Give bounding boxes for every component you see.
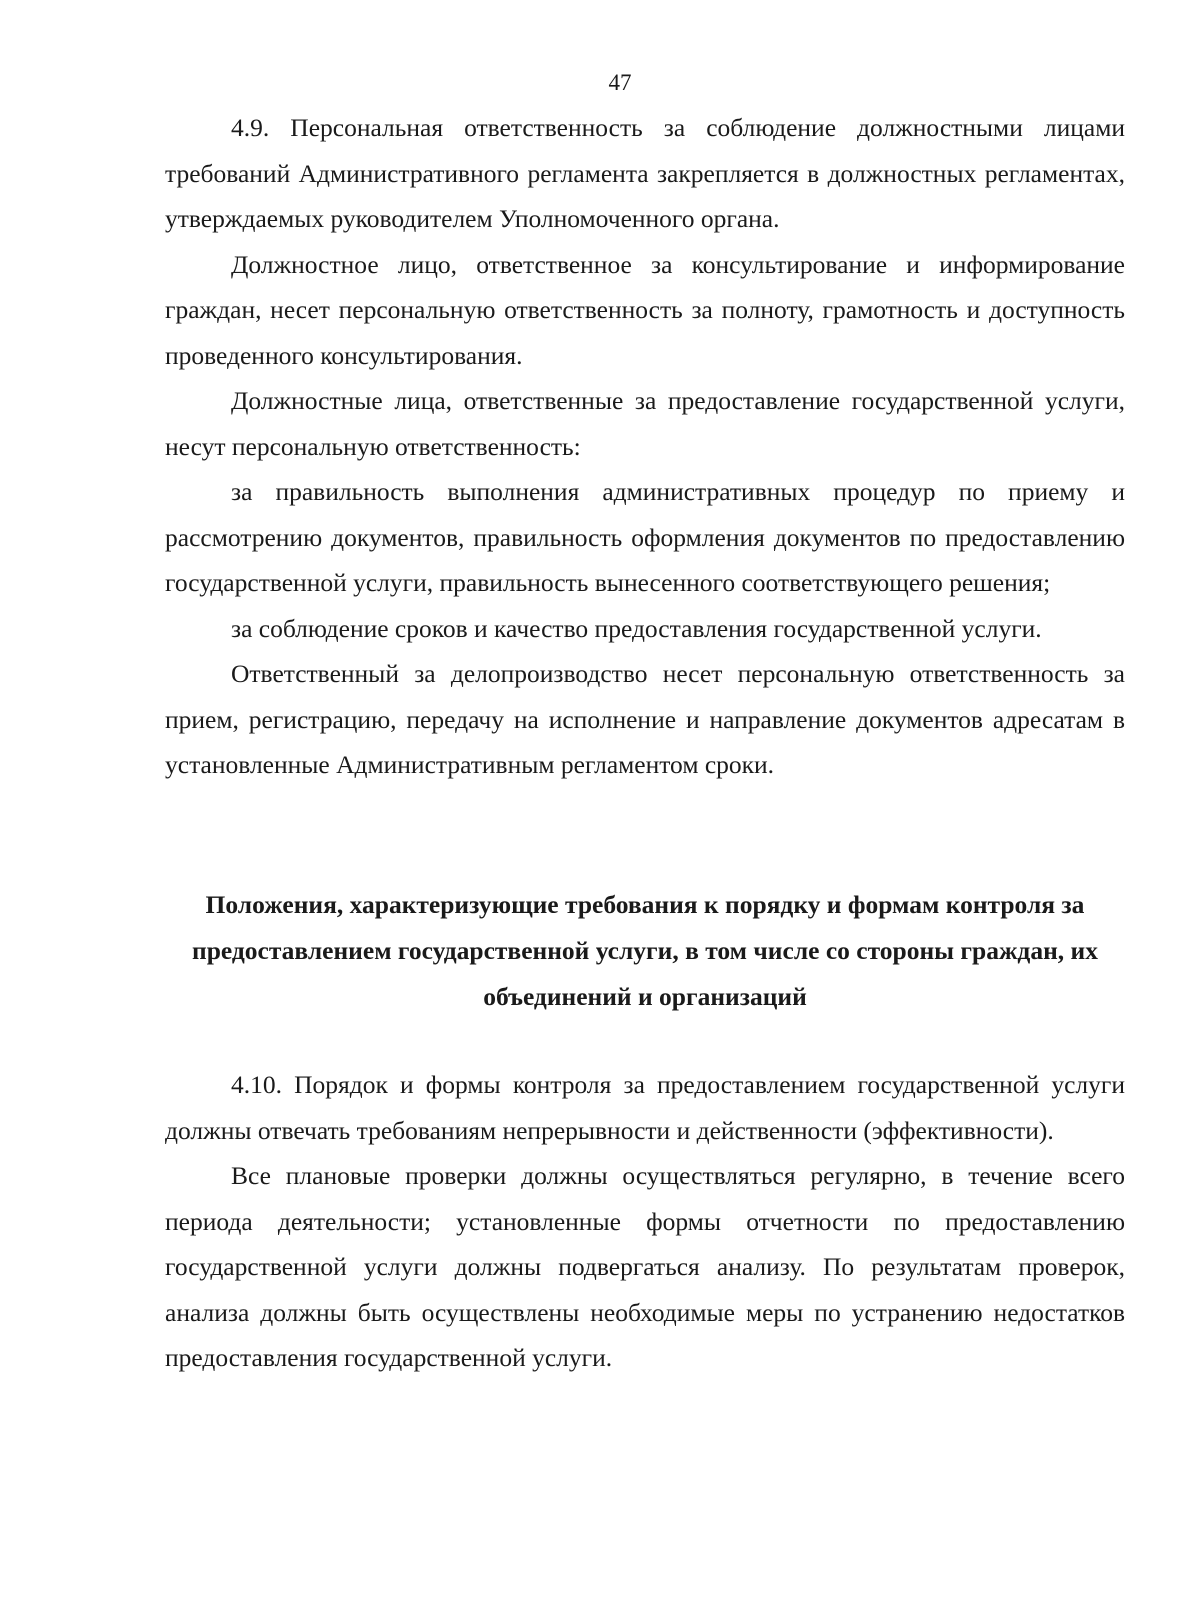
paragraph: Должностные лица, ответственные за предоставление государственной услуги, несут персональную ответственность: [165, 386, 1125, 461]
paragraph: за соблюдение сроков и качество предоставления государственной услуги. [231, 613, 1042, 643]
body-text-top [165, 105, 1125, 788]
body-text-bottom [165, 1062, 1125, 1381]
paragraph: 4.10. Порядок и формы контроля за предоставлением государственной услуги должны отвечать требованиям непрерывности и действенности (эффективности). [165, 1070, 1125, 1145]
paragraph: Все плановые проверки должны осуществляться регулярно, в течение всего периода деятельности; установленные формы отчетности по предоставлению государственной услуги должны подвергаться анализу. По результатам проверок, анализа должны быть осуществлены необходимые меры по устранению недостатков предоставления государственной услуги. [165, 1161, 1125, 1372]
page-number: 47 [608, 70, 632, 95]
paragraph: Должностное лицо, ответственное за консультирование и информирование граждан, несет персональную ответственность за полноту, грамотность и доступность проведенного консультирования. [165, 249, 1125, 370]
section-heading: Положения, характеризующие требования к порядку и формам контроля за предоставлением государственной услуги, в том числе со стороны граждан, их объединений и организаций [192, 890, 1098, 1011]
paragraph: за правильность выполнения административных процедур по приему и рассмотрению документов, правильность оформления документов по предоставлению государственной услуги, правильность вынесенного соответствующего решения; [165, 477, 1125, 597]
paragraph: 4.9. Персональная ответственность за соблюдение должностными лицами требований Административного регламента закрепляется в должностных регламентах, утверждаемых руководителем Уполномоченного органа. [165, 113, 1125, 233]
paragraph: Ответственный за делопроизводство несет персональную ответственность за прием, регистрацию, передачу на исполнение и направление документов адресатам в установленные Административным регламентом сроки. [165, 659, 1125, 779]
